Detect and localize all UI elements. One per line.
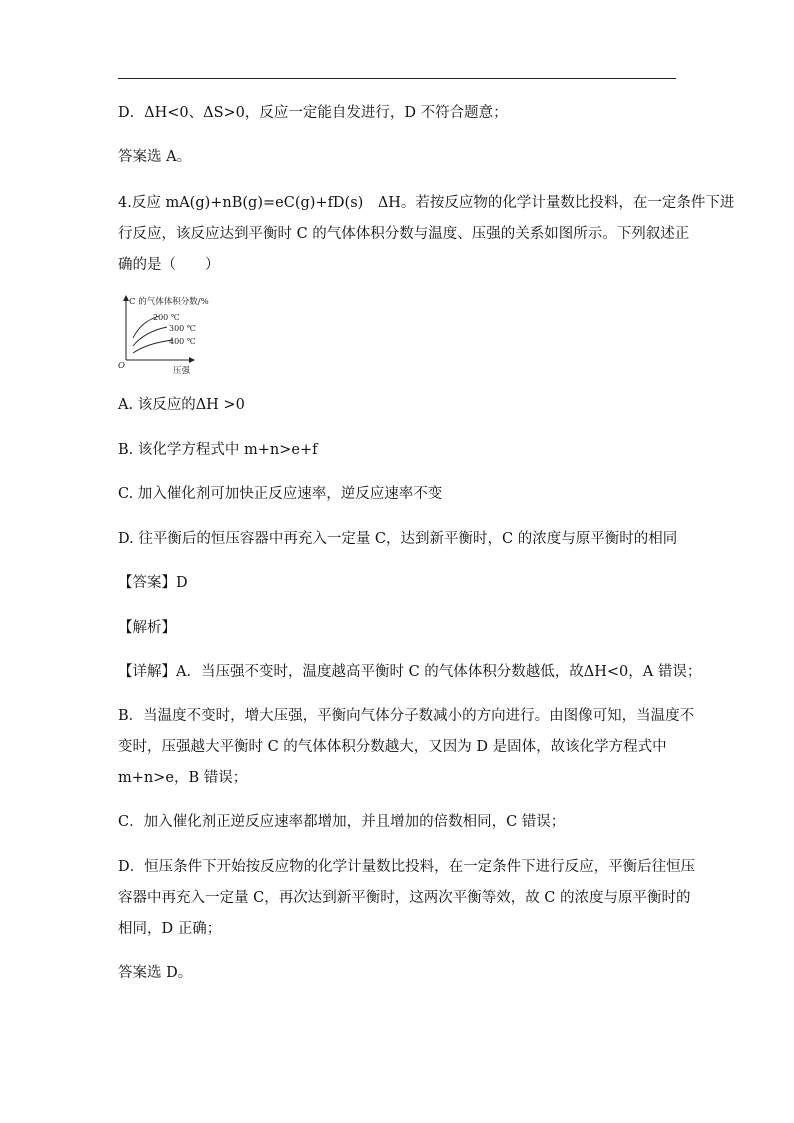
question-stem-line-2: 行反应，该反应达到平衡时 C 的气体体积分数与温度、压强的关系如图所示。下列叙述正 [118, 226, 690, 242]
equilibrium-graph [113, 294, 253, 376]
origin-label: O [118, 361, 125, 371]
series-label-200: 200 ℃ [153, 313, 180, 322]
y-axis-label: C 的气体体积分数/% [129, 297, 209, 307]
option-a: A. 该反应的ΔH >0 [118, 397, 245, 413]
x-axis-label: 压强 [173, 366, 191, 376]
option-b: B. 该化学方程式中 m+n>e+f [118, 442, 318, 458]
analysis-d-line-2: 容器中再充入一定量 C，再次达到新平衡时，这两次平衡等效，故 C 的浓度与原平衡时的 [118, 890, 691, 906]
final-answer: 答案选 D。 [118, 965, 193, 981]
question-stem-line-1: 4.反应 mA(g)+nB(g)=eC(g)+fD(s) ΔH。若按反应物的化学计量数比投料，在一定条件下进 [118, 195, 735, 211]
series-label-300: 300 ℃ [169, 324, 196, 333]
header-rule [118, 78, 676, 79]
option-d: D. 往平衡后的恒压容器中再充入一定量 C，达到新平衡时，C 的浓度与原平衡时的相同 [118, 531, 678, 547]
analysis-b-line-3: m+n>e，B 错误； [118, 770, 248, 786]
option-c: C. 加入催化剂可加快正反应速率，逆反应速率不变 [118, 486, 443, 502]
analysis-b-line-2: 变时，压强越大平衡时 C 的气体体积分数越大，又因为 D 是固体，故该化学方程式中 [118, 739, 667, 755]
analysis-d-line-1: D．恒压条件下开始按反应物的化学计量数比投料，在一定条件下进行反应，平衡后往恒压 [118, 859, 696, 875]
prev-answer: 答案选 A。 [118, 149, 192, 165]
question-stem-line-3: 确的是（ ） [118, 257, 220, 273]
analysis-label: 【解析】 [118, 620, 176, 636]
analysis-b-line-1: B．当温度不变时，增大压强，平衡向气体分子数减小的方向进行。由图像可知，当温度不 [118, 708, 695, 724]
answer-label: 【答案】D [118, 575, 188, 591]
series-label-400: 400 ℃ [169, 337, 196, 346]
analysis-c: C．加入催化剂正逆反应速率都增加，并且增加的倍数相同，C 错误； [118, 814, 566, 830]
curve-400 [133, 340, 173, 353]
analysis-d-line-3: 相同，D 正确； [118, 921, 222, 937]
prev-option-d: D．ΔH<0、ΔS>0，反应一定能自发进行，D 不符合题意； [118, 105, 508, 121]
analysis-detail-a: 【详解】A．当压强不变时，温度越高平衡时 C 的气体体积分数越低，故ΔH<0，A 错误； [118, 664, 702, 680]
